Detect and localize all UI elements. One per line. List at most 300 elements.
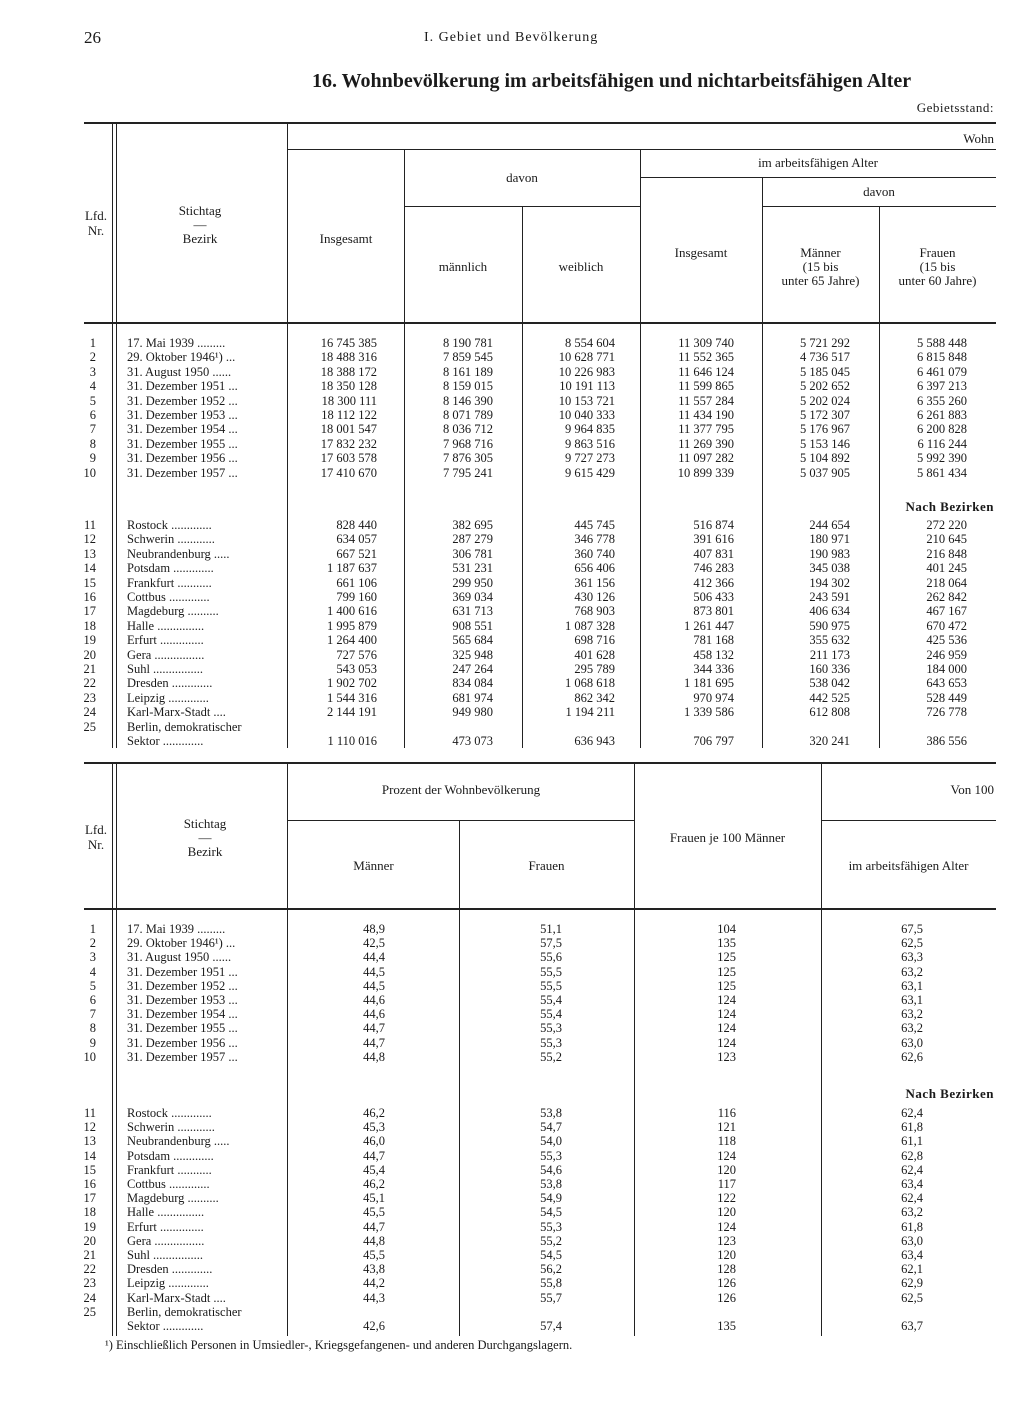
maennlich-cell: 7 968 716 [443,436,493,451]
maennlich-cell: 681 974 [452,690,493,705]
maenner-pct-cell: 44,8 [363,1049,385,1064]
frauen-pct-cell: 55,7 [540,1290,562,1305]
frauen-je-100-cell: 125 [717,978,736,993]
table2-top-rule [84,762,996,764]
table-row [0,532,1024,546]
arb-alter-cell: 63,4 [901,1248,923,1262]
maennlich-cell: 908 551 [452,618,493,633]
table-row [0,1106,1024,1120]
frauen-je-100-cell: 123 [717,1049,736,1064]
insgesamt-cell: 1 400 616 [327,604,377,619]
row-number: 9 [89,1035,96,1050]
arb-frauen-cell: 262 842 [926,590,967,604]
frauen-pct-cell: 55,6 [540,950,562,965]
maennlich-cell: 8 146 390 [443,393,493,408]
row-label: Suhl ................ [127,662,204,676]
maenner-pct-cell: 44,4 [363,950,385,965]
row-number: 3 [89,364,96,379]
arb-insgesamt-cell: 11 599 865 [678,379,734,394]
maenner-pct-cell: 44,2 [363,1276,385,1291]
row-number: 4 [89,379,96,394]
page-number: 26 [84,28,101,47]
weiblich-cell: 10 191 113 [559,379,615,394]
row-label: Gera ................ [127,1233,205,1248]
lfd-nr-header: Lfd. Nr. [84,208,108,238]
maenner-pct-cell: 46,0 [363,1134,385,1149]
table1-rule [640,177,996,178]
row-label: Neubrandenburg ..... [127,1134,230,1149]
row-number: 15 [83,1162,96,1177]
arb-alter-cell: 63,2 [901,1205,923,1220]
weiblich-cell: 9 964 835 [565,422,615,437]
frauen-je-100-cell: 125 [717,950,736,965]
row-label: 31. Dezember 1956 ... [127,1035,238,1050]
arb-insgesamt-cell: 1 339 586 [684,705,734,720]
arb-insgesamt-cell: 11 097 282 [678,451,734,466]
row-number: 6 [89,408,96,422]
table-row [0,1234,1024,1248]
row-number: 19 [83,1219,96,1234]
arb-frauen-cell: 528 449 [926,690,967,705]
arb-frauen-cell: 670 472 [926,618,967,633]
arb-insgesamt-cell: 407 831 [693,546,734,561]
frauen-pct-cell: 53,8 [540,1177,562,1191]
row-label: 31. Dezember 1956 ... [127,451,238,466]
insgesamt-cell: 799 160 [336,590,377,604]
bezirk-header: Bezirk [187,844,223,859]
frauen-pct-cell: 55,3 [540,1148,562,1163]
arb-insgesamt-cell: 10 899 339 [677,465,734,480]
maennlich-cell: 7 859 545 [443,350,493,365]
row-number: 23 [83,690,96,705]
frauen-pct-cell: 55,2 [540,1049,562,1064]
maennlich-cell: 7 795 241 [443,465,493,480]
row-number: 24 [83,705,96,720]
row-label: Karl-Marx-Stadt .... [127,705,226,720]
row-label: 17. Mai 1939 ......... [127,336,226,350]
row-label: 31. Dezember 1952 ... [127,978,238,993]
row-number: 21 [83,1248,96,1262]
insgesamt-cell: 543 053 [336,662,377,676]
arb-frauen-cell: 6 261 883 [917,408,967,422]
maennlich-cell: 8 161 189 [443,364,493,379]
table-row [0,705,1024,719]
frauen-subheader: (15 bis [919,259,956,274]
frauen-pct-cell: 54,9 [540,1191,562,1206]
frauen-pct-cell: 55,3 [540,1021,562,1036]
frauen-pct-cell: 55,4 [540,993,562,1007]
table-row [0,350,1024,364]
maenner-pct-cell: 42,5 [363,936,385,951]
weiblich-cell: 361 156 [574,575,615,590]
table-row [0,561,1024,575]
row-label: Schwerin ............ [127,532,215,547]
weiblich-cell: 295 789 [574,662,615,676]
row-label: 31. Dezember 1954 ... [127,422,238,437]
insgesamt-cell: 18 350 128 [320,379,377,394]
running-head: I. Gebiet und Bevölkerung [424,30,599,45]
row-number: 13 [83,1134,96,1149]
row-label: Potsdam ............. [127,1148,214,1163]
frauen-je-100-cell: 125 [717,964,736,979]
arb-alter-cell: 62,4 [901,1162,923,1177]
frauen-pct-cell: 54,0 [540,1134,562,1149]
row-number: 13 [83,546,96,561]
table1-top-rule [84,122,996,124]
weiblich-cell: 9 615 429 [565,465,615,480]
arb-alter-cell: 63,4 [901,1177,923,1191]
row-label: 29. Oktober 1946¹) ... [127,350,236,365]
table-row [0,1248,1024,1262]
row-number: 17 [83,1191,96,1206]
weiblich-cell: 401 628 [574,647,615,662]
row-number: 17 [83,604,96,619]
arb-maenner-cell: 345 038 [809,561,850,576]
maennlich-cell: 287 279 [452,532,493,547]
table-row [0,1291,1024,1305]
table-row [0,604,1024,618]
arb-insgesamt-cell: 11 557 284 [678,393,734,408]
weiblich-cell: 698 716 [574,633,615,648]
weiblich-cell: 8 554 604 [565,336,615,350]
table-row [0,979,1024,993]
arb-maenner-cell: 320 241 [809,734,850,748]
row-label: 31. Dezember 1951 ... [127,379,238,394]
table-row [0,1177,1024,1191]
arb-insgesamt-cell: 506 433 [693,590,734,604]
row-label: Cottbus ............. [127,590,210,604]
insgesamt-cell: 661 106 [336,575,377,590]
row-number: 10 [83,1049,96,1064]
page-title: 16. Wohnbevölkerung im arbeitsfähigen und nichtarbeitsfähigen Alter [312,70,912,92]
row-label: 31. Dezember 1951 ... [127,964,238,979]
row-number: 18 [83,618,96,633]
maenner-pct-cell: 46,2 [363,1177,385,1191]
row-number: 16 [83,590,96,604]
maenner-pct-cell: 45,5 [363,1248,385,1262]
maenner-pct-cell: 46,2 [363,1106,385,1120]
table-row [0,619,1024,633]
maenner-pct-cell: 44,6 [363,993,385,1007]
arb-alter-cell: 62,6 [901,1049,923,1064]
insgesamt-cell: 18 488 316 [320,350,377,365]
table-row [0,965,1024,979]
weiblich-cell: 10 226 983 [558,364,615,379]
frauen-je-100-cell: 126 [717,1290,736,1305]
row-number: 1 [89,336,96,350]
weiblich-cell: 9 863 516 [565,436,615,451]
weiblich-cell: 346 778 [574,532,615,547]
maennlich-cell: 8 159 015 [443,379,493,394]
arb-maenner-cell: 194 302 [809,575,850,590]
maenner-pct-cell: 44,7 [363,1219,385,1234]
row-label: Cottbus ............. [127,1177,210,1191]
row-label: Karl-Marx-Stadt .... [127,1290,226,1305]
row-label: Erfurt .............. [127,633,204,648]
frauen-pct-cell: 55,8 [540,1276,562,1291]
table-row [0,422,1024,436]
row-label: Leipzig ............. [127,1276,209,1291]
maenner-pct-cell: 44,7 [363,1148,385,1163]
table-row [0,365,1024,379]
frauen-pct-cell: 54,6 [540,1162,562,1177]
insgesamt-cell: 828 440 [336,518,377,532]
arb-insgesamt-cell: 746 283 [693,561,734,576]
frauen-je-100-cell: 120 [717,1162,736,1177]
row-number: 21 [83,662,96,676]
weiblich-cell: 10 628 771 [558,350,615,365]
frauen-pct-cell: 54,7 [540,1120,562,1135]
arb-maenner-cell: 190 983 [809,546,850,561]
maenner-pct-cell: 45,4 [363,1162,385,1177]
maennlich-cell: 473 073 [452,734,493,748]
table-row [0,1205,1024,1219]
arbeitsfaehig-header: im arbeitsfähigen Alter [758,155,878,170]
arb-insgesamt-cell: 11 377 795 [678,422,734,437]
frauen-pct-cell: 55,5 [540,964,562,979]
row-label: 31. Dezember 1955 ... [127,436,238,451]
maennlich-cell: 8 071 789 [443,408,493,422]
arb-insgesamt-cell: 873 801 [693,604,734,619]
arb-maenner-cell: 5 104 892 [800,451,850,466]
maenner-pct-cell: 44,6 [363,1007,385,1022]
maennlich-cell: 306 781 [452,546,493,561]
row-number: 19 [83,633,96,648]
row-label: Rostock ............. [127,518,212,532]
maenner-pct-cell: 45,3 [363,1120,385,1135]
arb-frauen-cell: 184 000 [926,662,967,676]
row-number: 2 [89,350,96,365]
von-100-header: Von 100 [950,782,994,797]
insgesamt-cell: 1 544 316 [327,690,377,705]
arb-frauen-cell: 210 645 [926,532,967,547]
table-row [0,993,1024,1007]
table-row [0,1163,1024,1177]
frauen-pct-cell: 54,5 [540,1205,562,1220]
arb-insgesamt-cell: 344 336 [693,662,734,676]
maennlich-cell: 382 695 [452,518,493,532]
maenner-pct-cell: 44,5 [363,978,385,993]
row-label: Erfurt .............. [127,1219,204,1234]
row-number: 22 [83,676,96,691]
table-row [0,720,1024,734]
row-number: 14 [83,1148,96,1163]
table-row [0,408,1024,422]
arb-frauen-cell: 6 815 848 [917,350,967,365]
row-number: 11 [83,1106,96,1120]
arb-maenner-cell: 442 525 [809,690,850,705]
table-row [0,1021,1024,1035]
table2-rule [288,820,634,821]
arb-maenner-cell: 5 172 307 [800,408,850,422]
row-number: 16 [83,1177,96,1191]
arb-insgesamt-cell: 1 261 447 [684,618,734,633]
arb-frauen-cell: 726 778 [926,705,967,720]
arb-alter-cell: 61,8 [901,1219,923,1234]
maenner-pct-cell: 44,3 [363,1290,385,1305]
row-label: Halle ............... [127,618,205,633]
arb-insgesamt-cell: 11 309 740 [678,336,734,350]
table-row [0,676,1024,690]
arb-frauen-cell: 5 861 434 [917,465,967,480]
row-label: 31. Dezember 1954 ... [127,1007,238,1022]
arb-frauen-cell: 6 116 244 [917,436,967,451]
arb-alter-cell: 62,8 [901,1148,923,1163]
table-row [0,1036,1024,1050]
row-number: 12 [83,532,96,547]
arb-alter-cell: 63,2 [901,1021,923,1036]
maennlich-cell: 8 036 712 [443,422,493,437]
row-number: 24 [83,1290,96,1305]
arb-insgesamt-cell: 11 646 124 [678,364,734,379]
row-number: 14 [83,561,96,576]
arb-frauen-cell: 5 588 448 [917,336,967,350]
frauen-je-100-cell: 124 [717,1007,736,1022]
maennlich-cell: 8 190 781 [443,336,493,350]
weiblich-cell: 636 943 [574,734,615,748]
arb-frauen-cell: 643 653 [926,676,967,691]
row-label: Frankfurt ........... [127,1162,212,1177]
arb-maenner-cell: 590 975 [809,618,850,633]
insgesamt-cell: 17 603 578 [320,451,377,466]
maenner-pct-cell: 44,7 [363,1035,385,1050]
table-row [0,1050,1024,1064]
row-label: Leipzig ............. [127,690,209,705]
table-row [0,466,1024,480]
row-number: 8 [89,1021,96,1036]
row-label: Neubrandenburg ..... [127,546,230,561]
frauen-je-100-cell: 135 [717,1319,736,1333]
weiblich-cell: 9 727 273 [565,451,615,466]
table-row [0,1149,1024,1163]
table-row [0,1191,1024,1205]
arb-maenner-cell: 243 591 [809,590,850,604]
maenner-pct-cell: 44,5 [363,964,385,979]
table-row [0,437,1024,451]
maenner-pct-cell: 44,8 [363,1233,385,1248]
table-row [0,950,1024,964]
maenner-subheader: (15 bis [802,259,839,274]
row-number: 2 [89,936,96,951]
row-label: 31. Dezember 1953 ... [127,993,238,1007]
arb-maenner-cell: 406 634 [809,604,850,619]
weiblich-cell: 1 194 211 [565,705,615,720]
row-number: 5 [89,393,96,408]
row-number: 11 [83,518,96,532]
table-row [0,936,1024,950]
insgesamt-cell: 2 144 191 [327,705,377,720]
frauen-header: Frauen [919,245,956,260]
frauen-je-100-cell: 104 [717,922,736,936]
arb-alter-cell: 62,4 [901,1191,923,1206]
insgesamt-cell: 17 832 232 [320,436,377,451]
frauen-je-100-cell: 116 [717,1106,736,1120]
davon-arb-header: davon [863,184,895,199]
table-row [0,547,1024,561]
row-label: Schwerin ............ [127,1120,215,1135]
frauen-pct-cell: 55,4 [540,1007,562,1022]
row-label: Potsdam ............. [127,561,214,576]
table-row [0,734,1024,748]
insgesamt-cell: 1 264 400 [327,633,377,648]
frauen-je-100-cell: 123 [717,1233,736,1248]
weiblich-cell: 10 153 721 [558,393,615,408]
stichtag-header: Stichtag [178,203,222,218]
arb-frauen-cell: 386 556 [926,734,967,748]
weiblich-cell: 656 406 [574,561,615,576]
weiblich-cell: 768 903 [574,604,615,619]
frauen-subheader: unter 60 Jahre) [898,273,977,288]
section-label: Nach Bezirken [905,1086,994,1101]
frauen-pct-cell: 56,2 [540,1262,562,1277]
arb-alter-cell: 63,2 [901,964,923,979]
row-number: 20 [83,647,96,662]
row-label: Magdeburg .......... [127,1191,219,1206]
insgesamt-header: Insgesamt [319,231,373,246]
frauen-pct-cell: 55,3 [540,1219,562,1234]
weiblich-cell: 430 126 [574,590,615,604]
insgesamt-cell: 1 187 637 [327,561,377,576]
row-label: Dresden ............. [127,676,213,691]
maenner-header: Männer [353,858,394,873]
arb-alter-cell: 61,1 [901,1134,923,1149]
maennlich-cell: 7 876 305 [443,451,493,466]
frauen-pct-cell: 51,1 [540,922,562,936]
insgesamt-cell: 18 001 547 [320,422,377,437]
arb-insgesamt-cell: 706 797 [693,734,734,748]
stichtag-header: Stichtag [183,816,227,831]
frauen-je-100-cell: 118 [717,1134,736,1149]
arb-alter-cell: 63,7 [901,1319,923,1333]
frauen-je-100-cell: 120 [717,1248,736,1262]
maenner-pct-cell: 43,8 [363,1262,385,1277]
row-number: 22 [83,1262,96,1277]
arb-insgesamt-cell: 781 168 [693,633,734,648]
frauen-pct-cell: 55,2 [540,1233,562,1248]
frauen-je-100-cell: 122 [717,1191,736,1206]
row-number: 18 [83,1205,96,1220]
insgesamt-cell: 1 110 016 [327,734,377,748]
row-number: 15 [83,575,96,590]
row-label: Sektor ............. [127,1319,204,1333]
row-label: Dresden ............. [127,1262,213,1277]
row-label: Magdeburg .......... [127,604,219,619]
stichtag-dash: — [193,217,207,232]
arb-maenner-cell: 5 185 045 [800,364,850,379]
arb-maenner-cell: 211 173 [809,647,850,662]
arb-frauen-cell: 467 167 [926,604,967,619]
arb-insgesamt-cell: 458 132 [693,647,734,662]
row-label: Frankfurt ........... [127,575,212,590]
row-number: 6 [89,993,96,1007]
frauen-je-100-cell: 117 [717,1177,736,1191]
maennlich-cell: 531 231 [452,561,493,576]
frauen-je-100-header: Frauen je 100 Männer [669,830,786,845]
lfd-nr-header: Lfd. Nr. [84,822,108,852]
insgesamt-cell: 16 745 385 [320,336,377,350]
maennlich-cell: 325 948 [452,647,493,662]
row-label: Halle ............... [127,1205,205,1220]
frauen-je-100-cell: 124 [717,1219,736,1234]
stichtag-dash: — [198,830,212,845]
table-row [0,691,1024,705]
row-label: 17. Mai 1939 ......... [127,922,226,936]
arb-alter-cell: 62,5 [901,1290,923,1305]
maennlich-cell: 299 950 [452,575,493,590]
arb-maenner-cell: 612 808 [809,705,850,720]
table-row [0,576,1024,590]
arb-alter-cell: 63,0 [901,1233,923,1248]
